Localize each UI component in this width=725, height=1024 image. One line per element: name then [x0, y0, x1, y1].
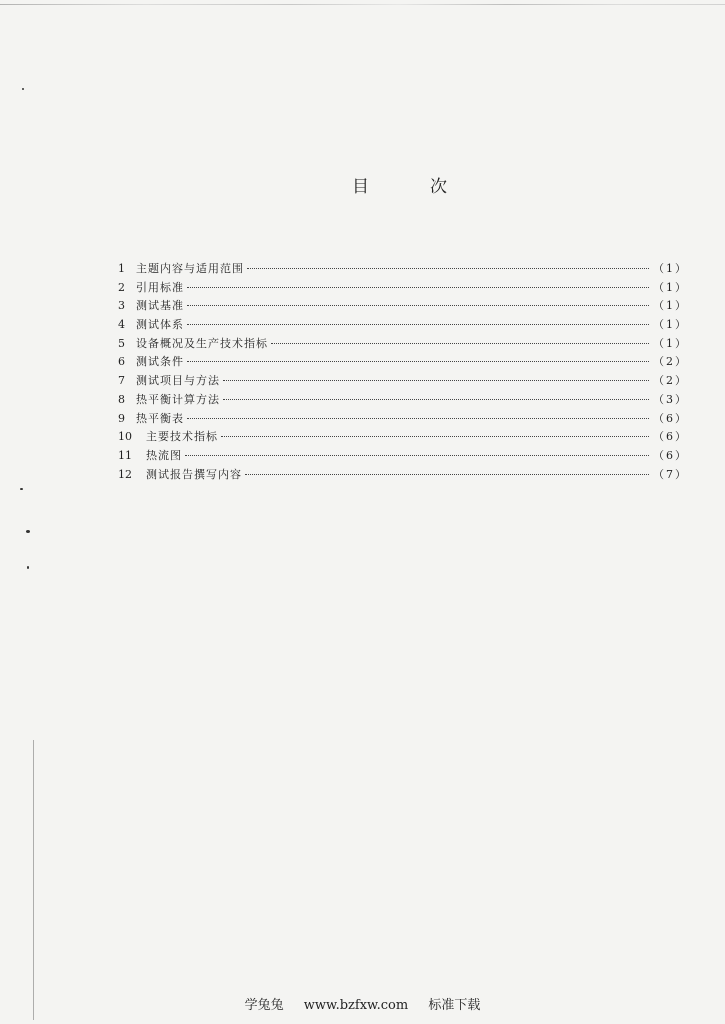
toc-page: （1）: [653, 318, 688, 332]
dot-leader: [187, 287, 649, 288]
dot-leader: [187, 305, 649, 306]
scan-speck: [27, 566, 29, 569]
toc-number: 9: [118, 411, 125, 425]
toc-number: 4: [118, 318, 125, 332]
toc-label: 热流图: [146, 448, 182, 462]
toc-page: （1）: [653, 336, 688, 350]
dot-leader: [187, 361, 649, 362]
toc-number: 12: [118, 467, 132, 481]
dot-leader: [187, 324, 649, 325]
toc-number: 8: [118, 392, 125, 406]
toc-label: 热平衡计算方法: [136, 392, 220, 406]
dot-leader: [245, 474, 649, 475]
toc-number: 5: [118, 336, 125, 350]
toc-entry[interactable]: [118, 447, 688, 466]
toc-number: 1: [118, 262, 125, 275]
toc-entry[interactable]: [118, 353, 688, 372]
scan-speck: [22, 88, 24, 90]
scan-speck: [26, 530, 30, 533]
toc-entry[interactable]: [118, 335, 688, 354]
toc-label: 热平衡表: [136, 411, 184, 425]
toc-number: 7: [118, 374, 125, 388]
footer-watermark: [0, 994, 725, 1013]
scan-edge-top: [0, 4, 725, 5]
title-char-1: 目: [352, 177, 369, 197]
toc-page: （7）: [653, 467, 688, 481]
toc-entry[interactable]: [118, 428, 688, 447]
toc-page: （6）: [653, 448, 688, 462]
dot-leader: [187, 418, 649, 419]
toc-label: 测试体系: [136, 318, 184, 332]
toc-label: 主要技术指标: [146, 430, 218, 444]
toc-number: 11: [118, 448, 132, 462]
toc-entry[interactable]: [118, 297, 688, 316]
scan-edge-left: [33, 740, 34, 1020]
toc-page: （1）: [653, 262, 688, 275]
dot-leader: [223, 380, 649, 381]
toc-number: 6: [118, 355, 125, 369]
toc-entry[interactable]: [118, 391, 688, 410]
toc-entry[interactable]: [118, 410, 688, 429]
toc-label: 测试报告撰写内容: [146, 467, 242, 481]
toc-entry[interactable]: [118, 316, 688, 335]
scan-speck: [20, 488, 23, 490]
dot-leader: [247, 268, 649, 269]
toc-entry[interactable]: [118, 466, 688, 485]
toc-entry[interactable]: [118, 279, 688, 298]
table-of-contents: [118, 260, 688, 484]
toc-page: （2）: [653, 374, 688, 388]
toc-entry[interactable]: [118, 372, 688, 391]
toc-number: 10: [118, 430, 132, 444]
footer-site-name: 学兔兔: [244, 998, 284, 1013]
title-char-2: 次: [430, 177, 447, 197]
toc-label: 引用标准: [136, 280, 184, 294]
dot-leader: [221, 436, 649, 437]
toc-number: 3: [118, 299, 125, 313]
toc-page: （3）: [653, 392, 688, 406]
dot-leader: [271, 343, 649, 344]
toc-page: （1）: [653, 280, 688, 294]
toc-label: 测试条件: [136, 355, 184, 369]
toc-entry[interactable]: [118, 260, 688, 279]
toc-label: 主题内容与适用范围: [136, 262, 244, 275]
toc-page: （2）: [653, 355, 688, 369]
toc-label: 设备概况及生产技术指标: [136, 336, 268, 350]
toc-page: （6）: [653, 430, 688, 444]
footer-url[interactable]: www.bzfxw.com: [303, 998, 409, 1013]
toc-number: 2: [118, 280, 125, 294]
toc-label: 测试基准: [136, 299, 184, 313]
dot-leader: [223, 399, 649, 400]
toc-page: （6）: [653, 411, 688, 425]
dot-leader: [185, 455, 649, 456]
toc-label: 测试项目与方法: [136, 374, 220, 388]
footer-slogan: 标准下载: [428, 998, 481, 1013]
toc-page: （1）: [653, 299, 688, 313]
